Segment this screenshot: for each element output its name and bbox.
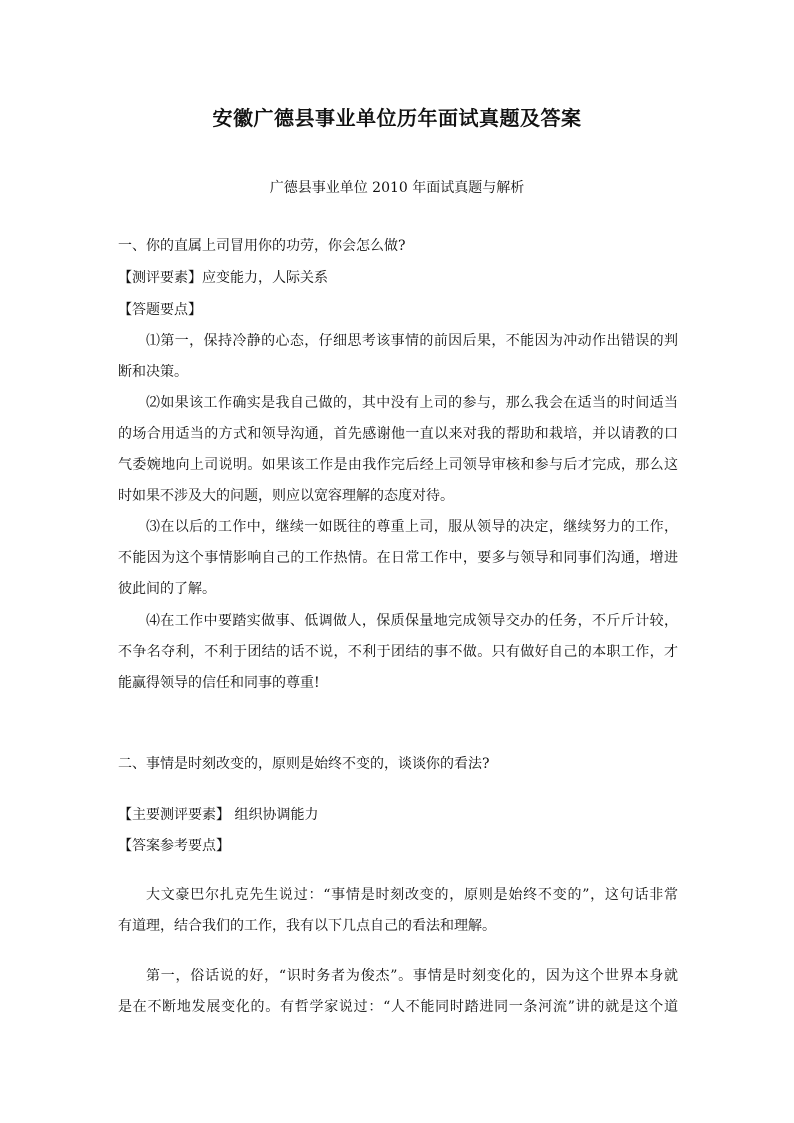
paragraph-line: 能赢得领导的信任和同事的尊重! (118, 675, 320, 691)
document-subtitle: 广德县事业单位 2010 年面试真题与解析 (269, 180, 525, 196)
question-1-heading: 一、你的直属上司冒用你的功劳，你会怎么做? (118, 238, 406, 254)
paragraph-line: 第一，俗话说的好，“识时务者为俊杰”。事情是时刻变化的，因为这个世界本身就 (146, 968, 678, 984)
paragraph-line: 时如果不涉及大的问题，则应以宽容理解的态度对待。 (118, 488, 454, 504)
document-title: 安徽广德县事业单位历年面试真题及答案 (212, 106, 582, 130)
paragraph-line: ⑶在以后的工作中，继续一如既往的尊重上司，服从领导的决定，继续努力的工作， (146, 519, 678, 535)
paragraph-line: 不争名夺利，不利于团结的话不说，不利于团结的事不做。只有做好自己的本职工作，才 (118, 644, 678, 660)
paragraph-line: 是在不断地发展变化的。有哲学家说过：“人不能同时踏进同一条河流”讲的就是这个道 (118, 999, 678, 1015)
paragraph-line: 断和决策。 (118, 364, 188, 380)
paragraph-line: ⑵如果该工作确实是我自己做的，其中没有上司的参与，那么我会在适当的时间适当 (146, 395, 678, 411)
paragraph-line: 的场合用适当的方式和领导沟通，首先感谢他一直以来对我的帮助和栽培，并以请教的口 (118, 426, 678, 442)
paragraph-line: 彼此间的了解。 (118, 581, 216, 597)
paragraph-line: 气委婉地向上司说明。如果该工作是由我作完后经上司领导审核和参与后才完成，那么这 (118, 457, 678, 473)
paragraph-line: 不能因为这个事情影响自己的工作热情。在日常工作中，要多与领导和同事们沟通，增进 (118, 550, 678, 566)
question-2-evaluation-factors: 【主要测评要素】 组织协调能力 (118, 807, 319, 823)
paragraph-line: ⑴第一，保持冷静的心态，仔细思考该事情的前因后果，不能因为冲动作出错误的判 (146, 333, 678, 349)
paragraph-line: 大文豪巴尔扎克先生说过：“事情是时刻改变的，原则是始终不变的”，这句话非常 (146, 887, 678, 903)
paragraph-line: ⑷在工作中要踏实做事、低调做人，保质保量地完成领导交办的任务，不斤斤计较， (146, 613, 678, 629)
question-1-evaluation-factors: 【测评要素】应变能力，人际关系 (118, 270, 328, 286)
paragraph-line: 有道理，结合我们的工作，我有以下几点自己的看法和理解。 (118, 918, 496, 934)
question-1-answer-points-label: 【答题要点】 (118, 302, 202, 318)
question-2-answer-points-label: 【答案参考要点】 (118, 838, 230, 854)
question-2-heading: 二、事情是时刻改变的，原则是始终不变的，谈谈你的看法? (118, 756, 490, 772)
